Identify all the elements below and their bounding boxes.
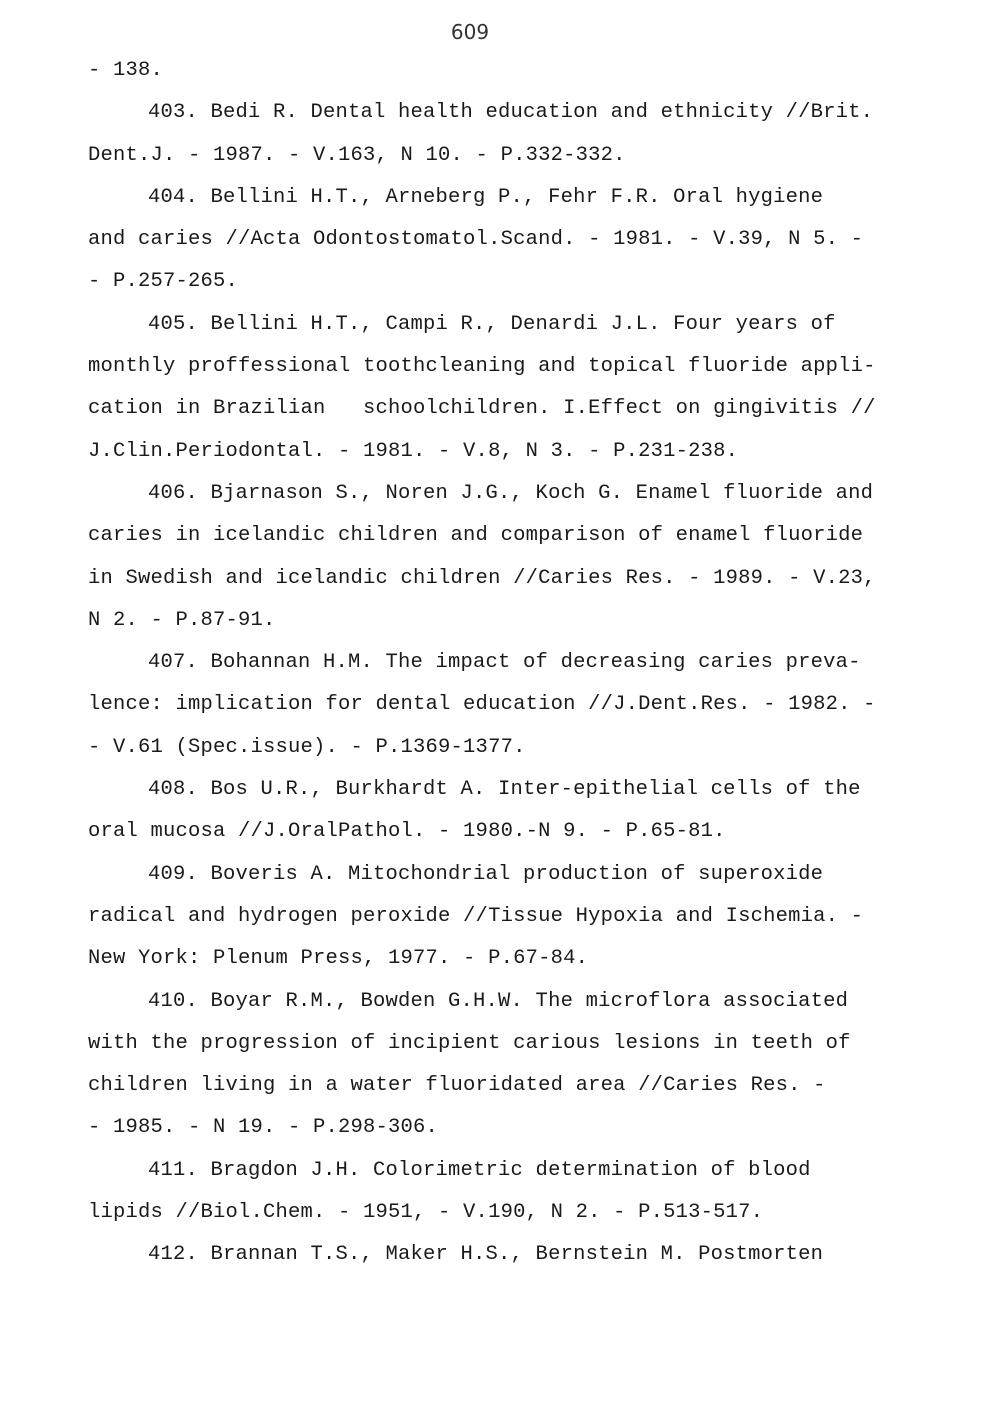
- reference-entry-start: 409. Boveris A. Mitochondrial production of superoxide: [148, 862, 824, 886]
- text-line: cation in Brazilian schoolchildren. I.Effect on gingivitis //: [88, 397, 876, 421]
- text-line: in Swedish and icelandic children //Caries Res. - 1989. - V.23,: [88, 566, 876, 590]
- text-line: J.Clin.Periodontal. - 1981. - V.8, N 3. - P.231-238.: [88, 439, 739, 463]
- text-line: children living in a water fluoridated area //Caries Res. -: [88, 1074, 826, 1098]
- reference-entry-start: 411. Bragdon J.H. Colorimetric determination of blood: [148, 1158, 811, 1182]
- reference-entry-start: 403. Bedi R. Dental health education and ethnicity //Brit.: [148, 101, 874, 125]
- reference-list: [88, 50, 918, 1277]
- text-line: monthly proffessional toothcleaning and topical fluoride appli-: [88, 355, 876, 379]
- reference-entry-start: 412. Brannan T.S., Maker H.S., Bernstein M. Postmorten: [148, 1243, 824, 1267]
- text-line: radical and hydrogen peroxide //Tissue Hypoxia and Ischemia. -: [88, 904, 864, 928]
- reference-entry-start: 406. Bjarnason S., Noren J.G., Koch G. Enamel fluoride and: [148, 481, 874, 505]
- reference-entry-start: 405. Bellini H.T., Campi R., Denardi J.L. Four years of: [148, 312, 836, 336]
- text-line: Dent.J. - 1987. - V.163, N 10. - P.332-332.: [88, 143, 626, 167]
- reference-entry-start: 404. Bellini H.T., Arneberg P., Fehr F.R. Oral hygiene: [148, 185, 824, 209]
- text-line: oral mucosa //J.OralPathol. - 1980.-N 9. - P.65-81.: [88, 820, 726, 844]
- text-line: - P.257-265.: [88, 270, 239, 294]
- reference-entry-start: 408. Bos U.R., Burkhardt A. Inter-epithelial cells of the: [148, 778, 861, 802]
- text-line: lence: implication for dental education //J.Dent.Res. - 1982. -: [88, 693, 876, 717]
- text-line: - V.61 (Spec.issue). - P.1369-1377.: [88, 735, 526, 759]
- reference-entry-start: 407. Bohannan H.M. The impact of decreasing caries preva-: [148, 651, 861, 675]
- text-line: and caries //Acta Odontostomatol.Scand. - 1981. - V.39, N 5. -: [88, 228, 864, 252]
- text-line: lipids //Biol.Chem. - 1951, - V.190, N 2. - P.513-517.: [88, 1201, 764, 1225]
- text-line: caries in icelandic children and comparison of enamel fluoride: [88, 524, 864, 548]
- text-line: - 138.: [88, 59, 164, 82]
- text-line: - 1985. - N 19. - P.298-306.: [88, 1116, 439, 1140]
- text-line: N 2. - P.87-91.: [88, 608, 276, 632]
- text-line: New York: Plenum Press, 1977. - P.67-84.: [88, 947, 589, 971]
- page-number: 609: [450, 20, 490, 44]
- text-line: with the progression of incipient carious lesions in teeth of: [88, 1031, 851, 1055]
- reference-entry-start: 410. Boyar R.M., Bowden G.H.W. The microflora associated: [148, 989, 849, 1013]
